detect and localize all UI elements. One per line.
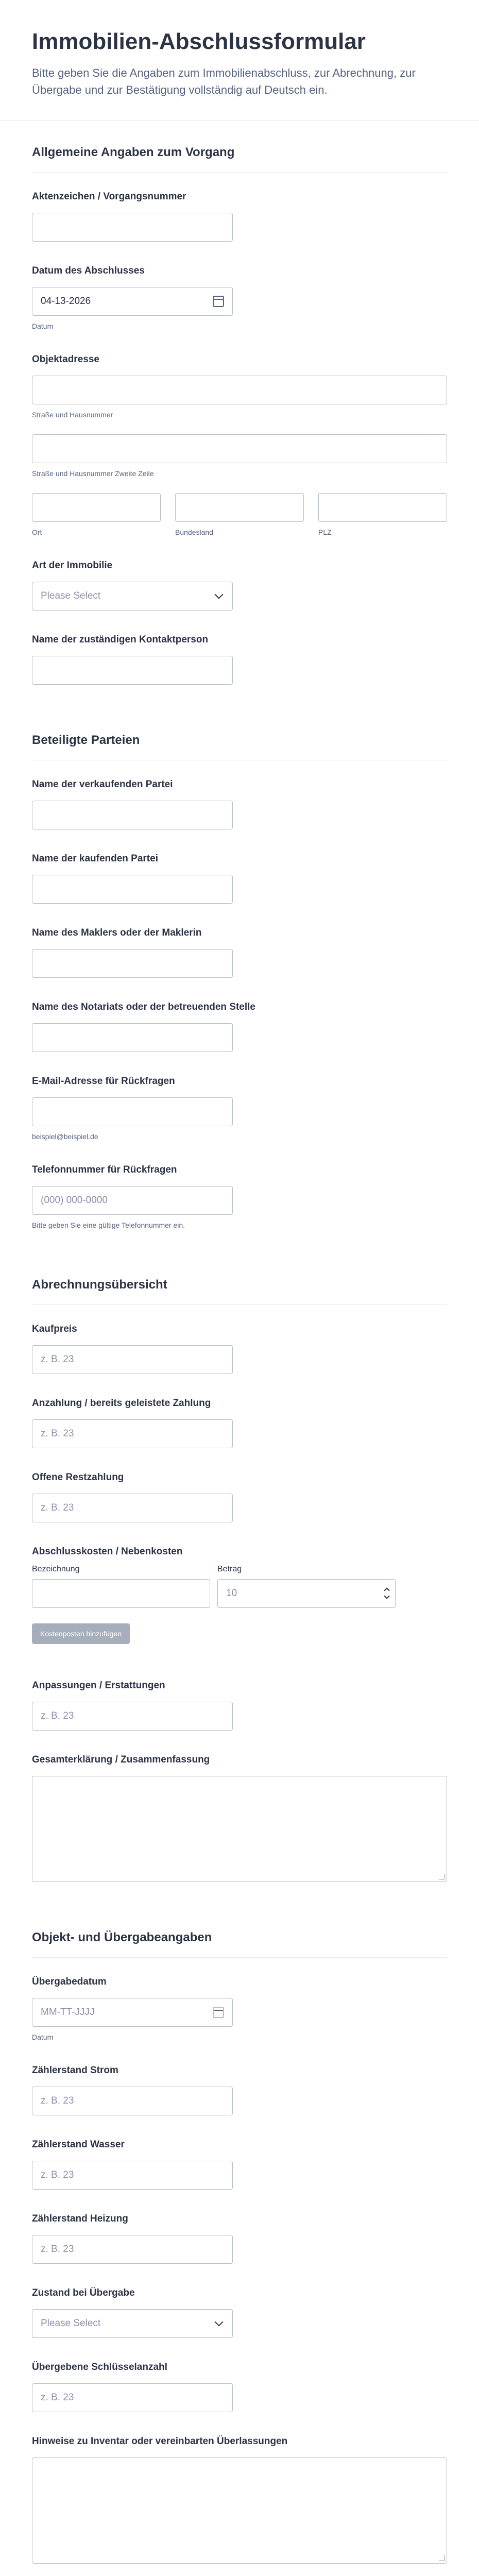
strom-input[interactable] [32, 2087, 233, 2115]
chevron-down-icon [215, 2317, 224, 2326]
telefon-input[interactable] [32, 1186, 233, 1215]
field-art-immobilie [32, 560, 447, 611]
number-value: 10 [226, 1587, 237, 1599]
uebergabedatum-input[interactable] [32, 1998, 233, 2027]
field-telefon [32, 1164, 447, 1229]
field-label: Zählerstand Heizung [32, 2213, 128, 2224]
sub-label: Straße und Hausnummer [32, 410, 113, 419]
field-restzahlung [32, 1472, 447, 1522]
field-label: Anpassungen / Erstattungen [32, 1680, 165, 1691]
field-label: Zählerstand Strom [32, 2064, 118, 2076]
section-title: Objekt- und Übergabeangaben [32, 1930, 212, 1944]
address-col [175, 493, 304, 536]
field-label: Name der zuständigen Kontaktperson [32, 634, 209, 645]
street-line1-input[interactable] [32, 376, 447, 404]
field-label: Objektadresse [32, 353, 99, 365]
art-immobilie-select[interactable] [32, 582, 233, 611]
kontaktperson-input[interactable] [32, 656, 233, 685]
field-objektadresse [32, 354, 447, 536]
cost-col [217, 1565, 396, 1608]
anpassungen-input[interactable] [32, 1702, 233, 1731]
field-abschlusskosten [32, 1546, 447, 1644]
field-label: Aktenzeichen / Vorgangsnummer [32, 191, 186, 202]
field-kaeufer [32, 853, 447, 904]
abschlussdatum-input[interactable] [32, 287, 233, 316]
field-label: Telefonnummer für Rückfragen [32, 1164, 177, 1175]
field-verkaeufer [32, 779, 447, 829]
section-head [32, 1906, 447, 1958]
date-value: 04-13-2026 [41, 295, 91, 307]
bundesland-input[interactable] [175, 493, 304, 522]
field-label: Abschlusskosten / Nebenkosten [32, 1546, 183, 1557]
field-label: Name der kaufenden Partei [32, 853, 158, 864]
field-label: Offene Restzahlung [32, 1471, 124, 1483]
column-label: Bezeichnung [32, 1564, 80, 1573]
section-uebergabe [0, 1906, 479, 2564]
notar-input[interactable] [32, 1023, 233, 1052]
field-label: Zählerstand Wasser [32, 2139, 125, 2150]
calendar-icon[interactable] [213, 2007, 224, 2018]
field-label: Übergabedatum [32, 1976, 107, 1987]
anzahlung-input[interactable] [32, 1419, 233, 1448]
form-subtitle: Bitte geben Sie die Angaben zum Immobilienabschluss, zur Abrechnung, zur Übergabe und zur Bestätigung vollständig auf Deutsch ein. [32, 66, 416, 96]
plz-input[interactable] [318, 493, 447, 522]
sub-label: beispiel@beispiel.de [32, 1132, 98, 1141]
section-title: Abrechnungsübersicht [32, 1277, 167, 1292]
date-placeholder: MM-TT-JJJJ [41, 2006, 95, 2018]
field-anzahlung [32, 1398, 447, 1448]
section-abrechnung [0, 1253, 479, 1882]
add-cost-item-button[interactable]: Kostenposten hinzufügen [32, 1623, 130, 1644]
field-label: Datum des Abschlusses [32, 265, 145, 276]
betrag-stepper[interactable] [217, 1579, 396, 1608]
section-title: Beteiligte Parteien [32, 733, 140, 747]
section-general [0, 121, 479, 685]
field-label: Name des Notariats oder der betreuenden Stelle [32, 1001, 255, 1012]
aktenzeichen-input[interactable] [32, 213, 233, 242]
field-schluessel [32, 2362, 447, 2412]
chevron-down-icon [215, 590, 224, 599]
column-label: Betrag [217, 1564, 242, 1573]
schluessel-input[interactable] [32, 2383, 233, 2412]
hinweise-textarea[interactable] [32, 2458, 447, 2564]
cost-col [32, 1565, 210, 1608]
sub-label: Bitte geben Sie eine gültige Telefonnummer ein. [32, 1221, 185, 1229]
wasser-input[interactable] [32, 2161, 233, 2190]
field-hinweise [32, 2436, 447, 2564]
calendar-icon[interactable] [213, 296, 224, 307]
sub-label: Straße und Hausnummer Zweite Zeile [32, 469, 154, 478]
email-field[interactable] [32, 1097, 233, 1126]
field-label: E-Mail-Adresse für Rückfragen [32, 1075, 175, 1087]
field-label: Anzahlung / bereits geleistete Zahlung [32, 1397, 211, 1409]
sub-label: Ort [32, 528, 42, 536]
address-row [32, 493, 447, 536]
field-label: Art der Immobilie [32, 560, 113, 571]
field-label: Kaufpreis [32, 1323, 77, 1334]
section-head [32, 1253, 447, 1305]
field-makler [32, 927, 447, 978]
kaeufer-input[interactable] [32, 875, 233, 904]
section-parties [0, 708, 479, 1229]
field-notar [32, 1002, 447, 1052]
field-label: Name des Maklers oder der Maklerin [32, 927, 202, 938]
field-anpassungen [32, 1680, 447, 1731]
field-uebergabedatum [32, 1976, 447, 2041]
field-email [32, 1076, 447, 1141]
address-col [318, 493, 447, 536]
field-abschlussdatum [32, 265, 447, 330]
field-kaufpreis [32, 1324, 447, 1374]
field-kontaktperson [32, 634, 447, 685]
field-aktenzeichen [32, 191, 447, 242]
field-label: Gesamterklärung / Zusammenfassung [32, 1754, 210, 1765]
field-strom [32, 2065, 447, 2115]
kaufpreis-input[interactable] [32, 1345, 233, 1374]
heizung-input[interactable] [32, 2235, 233, 2264]
sub-label: PLZ [318, 528, 332, 536]
bezeichnung-input[interactable] [32, 1579, 210, 1608]
sub-label: Bundesland [175, 528, 213, 536]
field-label: Übergebene Schlüsselanzahl [32, 2361, 167, 2372]
cost-grid [32, 1565, 447, 1608]
form-title: Immobilien-Abschlussformular [32, 29, 366, 54]
section-title: Allgemeine Angaben zum Vorgang [32, 145, 235, 159]
form-header [0, 0, 479, 121]
select-value: Please Select [41, 590, 101, 601]
restzahlung-input[interactable] [32, 1494, 233, 1522]
street-line2-input[interactable] [32, 434, 447, 463]
stepper-arrows-icon[interactable] [385, 1588, 389, 1598]
sub-label: Datum [32, 2032, 54, 2041]
field-gesamterklaerung [32, 1754, 447, 1882]
field-heizung [32, 2213, 447, 2264]
sub-label: Datum [32, 321, 54, 330]
makler-input[interactable] [32, 949, 233, 978]
select-value: Please Select [41, 2317, 101, 2329]
gesamterklaerung-textarea[interactable] [32, 1776, 447, 1882]
zustand-select[interactable] [32, 2309, 233, 2338]
ort-input[interactable] [32, 493, 161, 522]
address-col [32, 493, 161, 536]
section-head [32, 708, 447, 760]
field-label: Zustand bei Übergabe [32, 2287, 135, 2298]
field-wasser [32, 2139, 447, 2190]
verkaeufer-input[interactable] [32, 801, 233, 829]
field-zustand [32, 2287, 447, 2338]
section-head [32, 121, 447, 173]
field-label: Name der verkaufenden Partei [32, 778, 173, 790]
field-label: Hinweise zu Inventar oder vereinbarten Überlassungen [32, 2435, 288, 2447]
